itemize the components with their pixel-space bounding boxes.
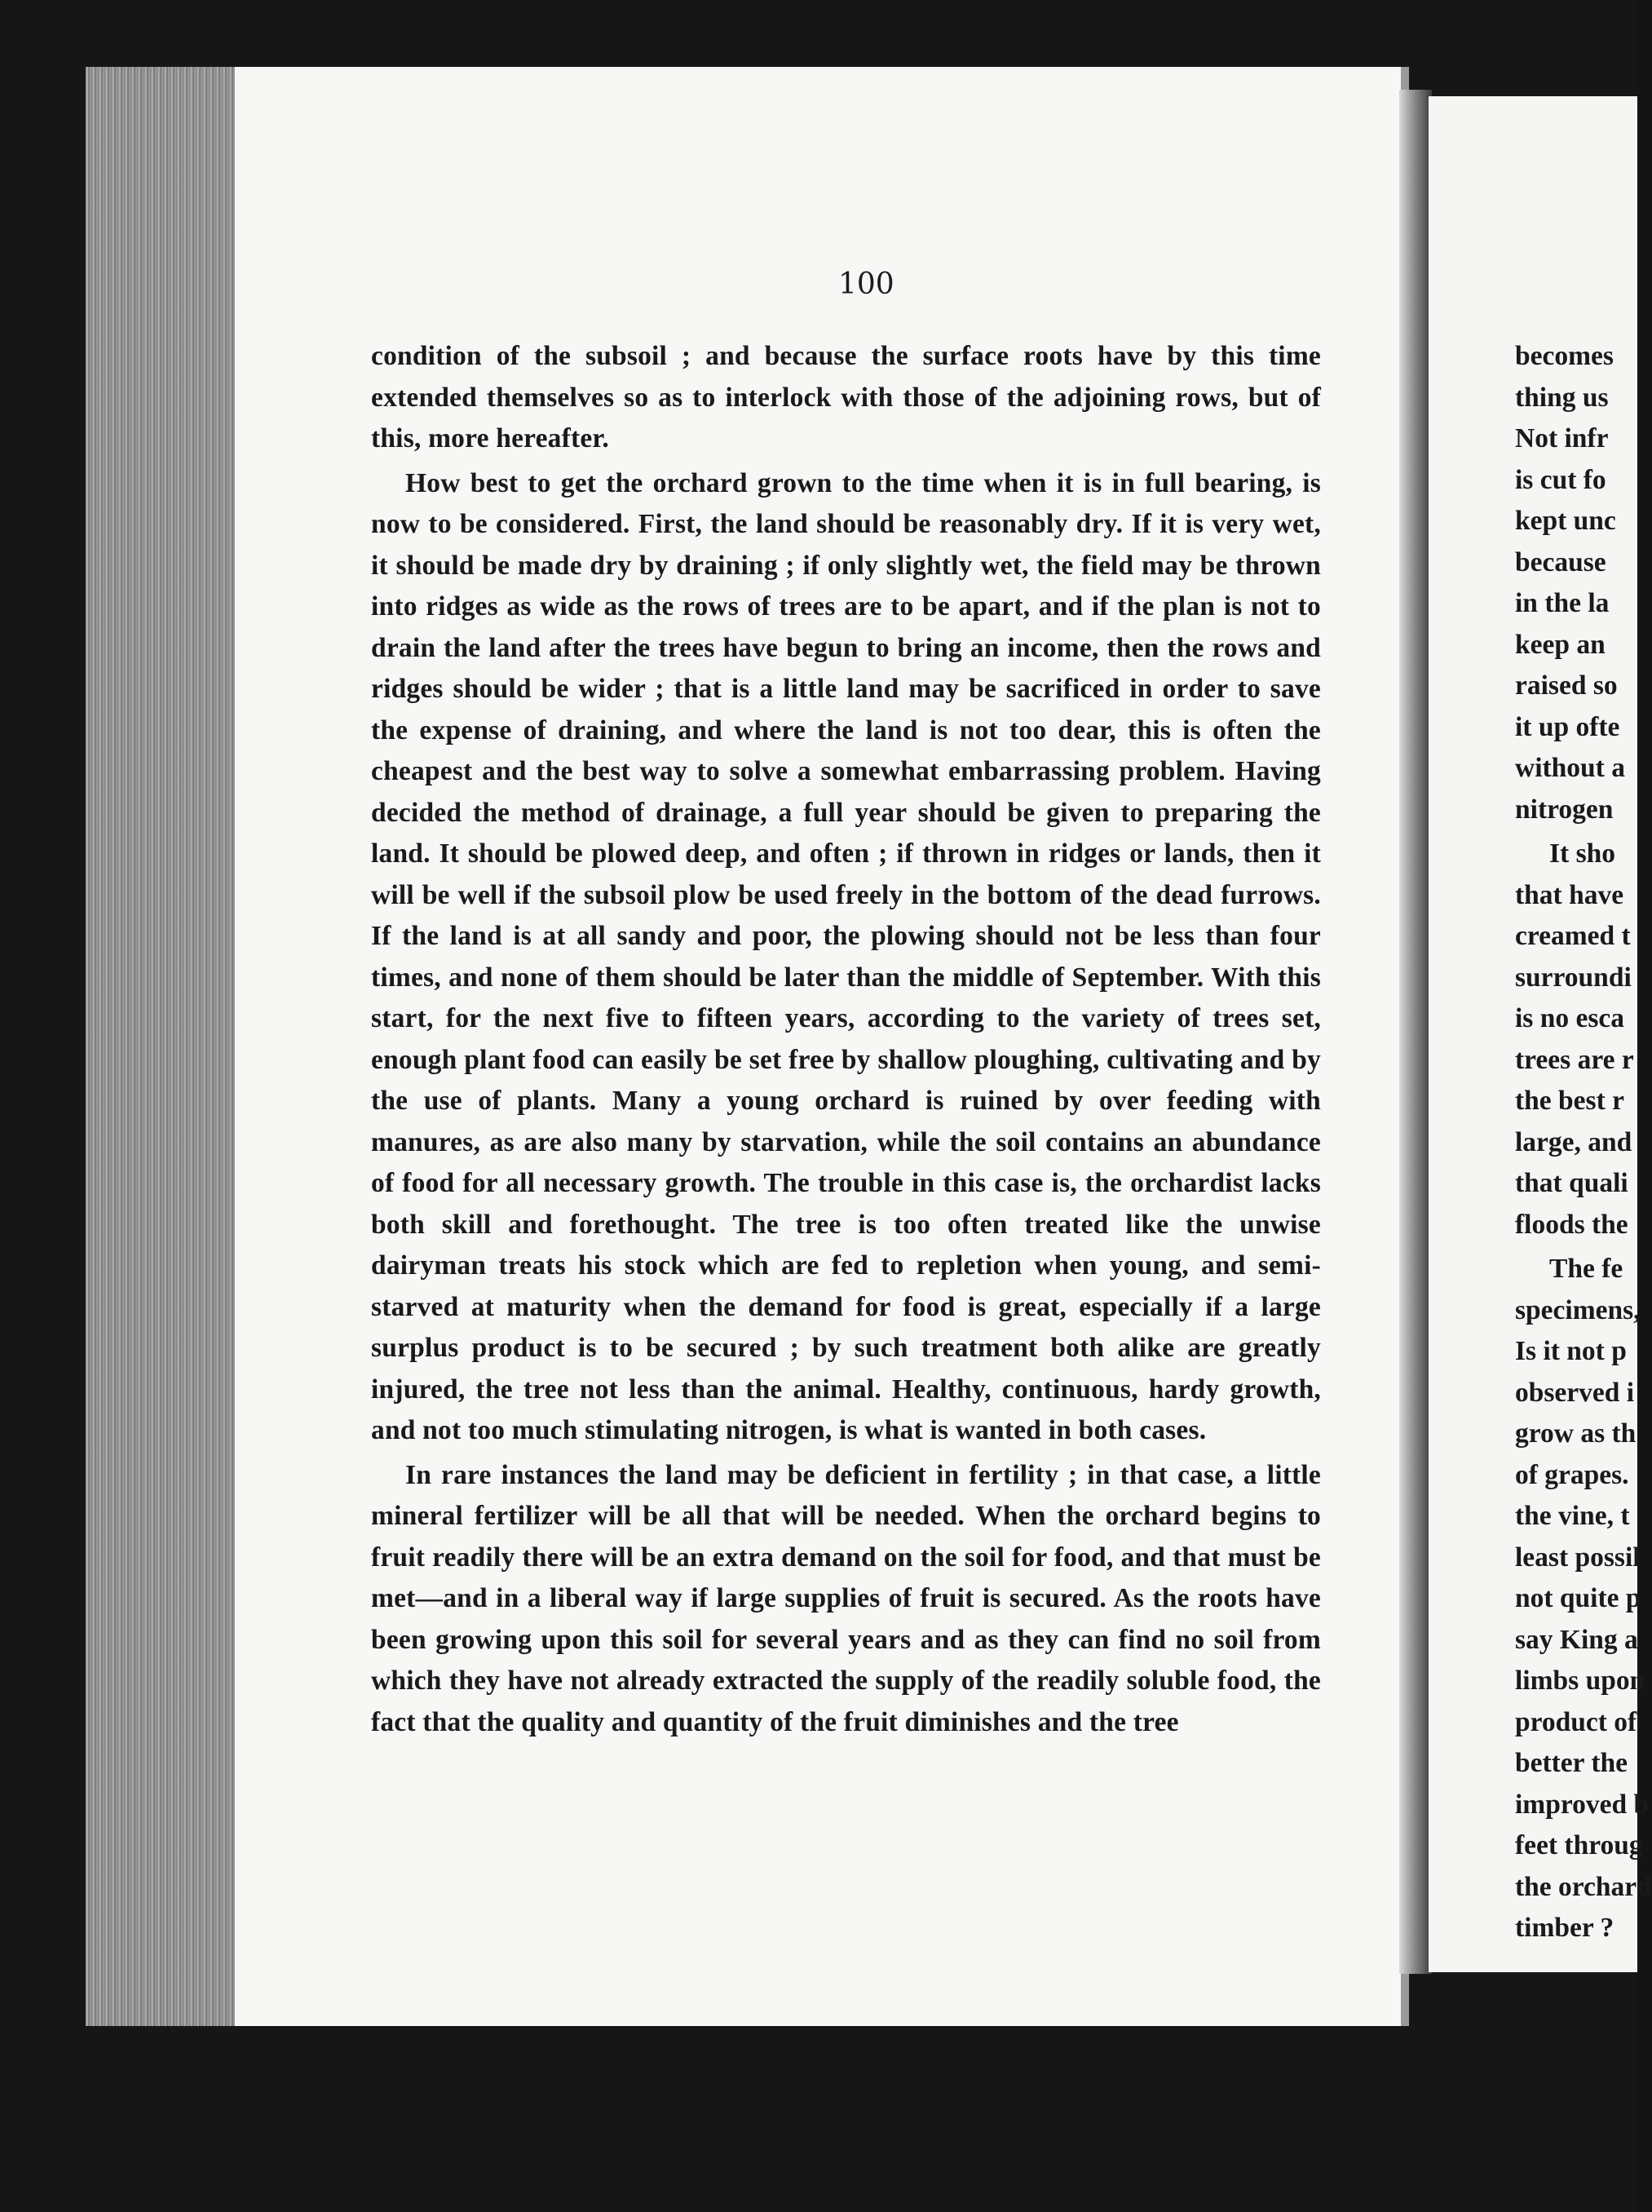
right-page-line: Not infr <box>1515 423 1609 453</box>
right-page-line: keep an <box>1515 629 1606 660</box>
right-page-line: product of <box>1515 1706 1637 1737</box>
page-stack-edge <box>86 67 236 2026</box>
right-page-line: surroundi <box>1515 962 1632 993</box>
right-page-line: not quite p <box>1515 1583 1641 1613</box>
right-page-line: raised so <box>1515 670 1618 701</box>
right-page-line: floods the <box>1515 1209 1628 1240</box>
paragraph-1: condition of the subsoil ; and because the surface roots have by this time extended themselves so as to interlock with those of the adjoining rows, but of this, more hereafter. <box>371 341 1321 453</box>
right-page-line: that have <box>1515 879 1624 910</box>
right-page-line: least possil <box>1515 1542 1641 1573</box>
right-page-line: kept unc <box>1515 506 1616 536</box>
right-page-line: limbs upon <box>1515 1666 1645 1696</box>
page-number: 100 <box>838 268 894 301</box>
right-page-line: It sho <box>1549 838 1615 869</box>
right-page-line: say King a <box>1515 1624 1638 1655</box>
right-page-line: Is it not p <box>1515 1336 1627 1366</box>
right-page-line: is no esca <box>1515 1003 1624 1033</box>
right-page-line: the best r <box>1515 1086 1624 1116</box>
right-page-line: specimens, <box>1515 1294 1641 1325</box>
right-page-line: the orchard <box>1515 1871 1652 1902</box>
right-page-line: is cut fo <box>1515 464 1606 495</box>
right-page-text <box>1515 336 1652 1949</box>
right-page-line: timber ? <box>1515 1913 1614 1943</box>
right-page-line: observed i <box>1515 1377 1635 1408</box>
right-page-line: becomes <box>1515 341 1614 371</box>
book-gutter <box>1399 90 1432 1974</box>
right-page-line: in the la <box>1515 588 1610 618</box>
left-page-text <box>371 336 1321 1743</box>
right-page-line: the vine, t <box>1515 1501 1630 1531</box>
right-page-line: trees are r <box>1515 1044 1634 1075</box>
right-page-line: large, and <box>1515 1126 1632 1157</box>
right-page-line: improved b <box>1515 1789 1650 1820</box>
paragraph-3: In rare instances the land may be deficient in fertility ; in that case, a little mineral fertilizer will be all that will be needed. When the orchard begins to fruit readily there will be an extra demand on the soil for food, and that must be met—and in a liberal way if large supplies of fruit is secured. As the roots have been growing upon this soil for several years and as they can find no soil from which they have not already extracted the supply of the readily soluble food, the fact that the quality and quantity of the fruit diminishes and the tree <box>371 1459 1321 1737</box>
right-page-line: of grapes. <box>1515 1459 1629 1490</box>
right-page-line: grow as th <box>1515 1418 1637 1449</box>
right-page-line: creamed t <box>1515 921 1631 951</box>
paragraph-2: How best to get the orchard grown to the time when it is in full bearing, is now to be considered. First, the land should be reasonably dry. If it is very wet, it should be made dry by draining ; if only slightly wet, the field may be thrown into ridges as wide as the rows of trees are to be apart, and if the plan is not to drain the land after the trees have begun to bring an income, then the rows and ridges should be wider ; that is a little land may be sacrificed in order to save the expense of draining, and where the land is not too dear, this is often the cheapest and the best way to solve a somewhat embarrassing problem. Having decided the method of drainage, a full year should be given to preparing the land. It should be plowed deep, and often ; if thrown in ridges or lands, then it will be well if the subsoil plow be used freely in the bottom of the dead furrows. If the land is at all sandy and poor, the plowing should not be less than four times, and none of them should be later than the middle of September. With this start, for the next five to fifteen years, according to the variety of trees set, enough plant food can easily be set free by shallow ploughing, cultivating and by the use of plants. Many a young orchard is ruined by over feeding with manures, as are also many by starvation, while the soil contains an abundance of food for all necessary growth. The trouble in this case is, the orchardist lacks both skill and forethought. The tree is too often treated like the unwise dairyman treats his stock which are fed to repletion when young, and semi-starved at maturity when the demand for food is great, especially if a large surplus product is to be secured ; by such treatment both alike are greatly injured, the tree not less than the animal. Healthy, continuous, hardy growth, and not too much stimulating nitrogen, is what is wanted in both cases. <box>371 467 1321 1445</box>
right-page-line: better the <box>1515 1748 1628 1778</box>
right-page-line: The fe <box>1549 1254 1623 1284</box>
right-page-line: it up ofte <box>1515 711 1620 742</box>
right-page-line: that quali <box>1515 1168 1628 1198</box>
right-page-line: because <box>1515 546 1606 577</box>
right-page-line: nitrogen <box>1515 794 1614 825</box>
right-page-line: feet throug <box>1515 1830 1643 1860</box>
right-page-line: thing us <box>1515 382 1609 413</box>
right-page-line: without a <box>1515 753 1625 783</box>
